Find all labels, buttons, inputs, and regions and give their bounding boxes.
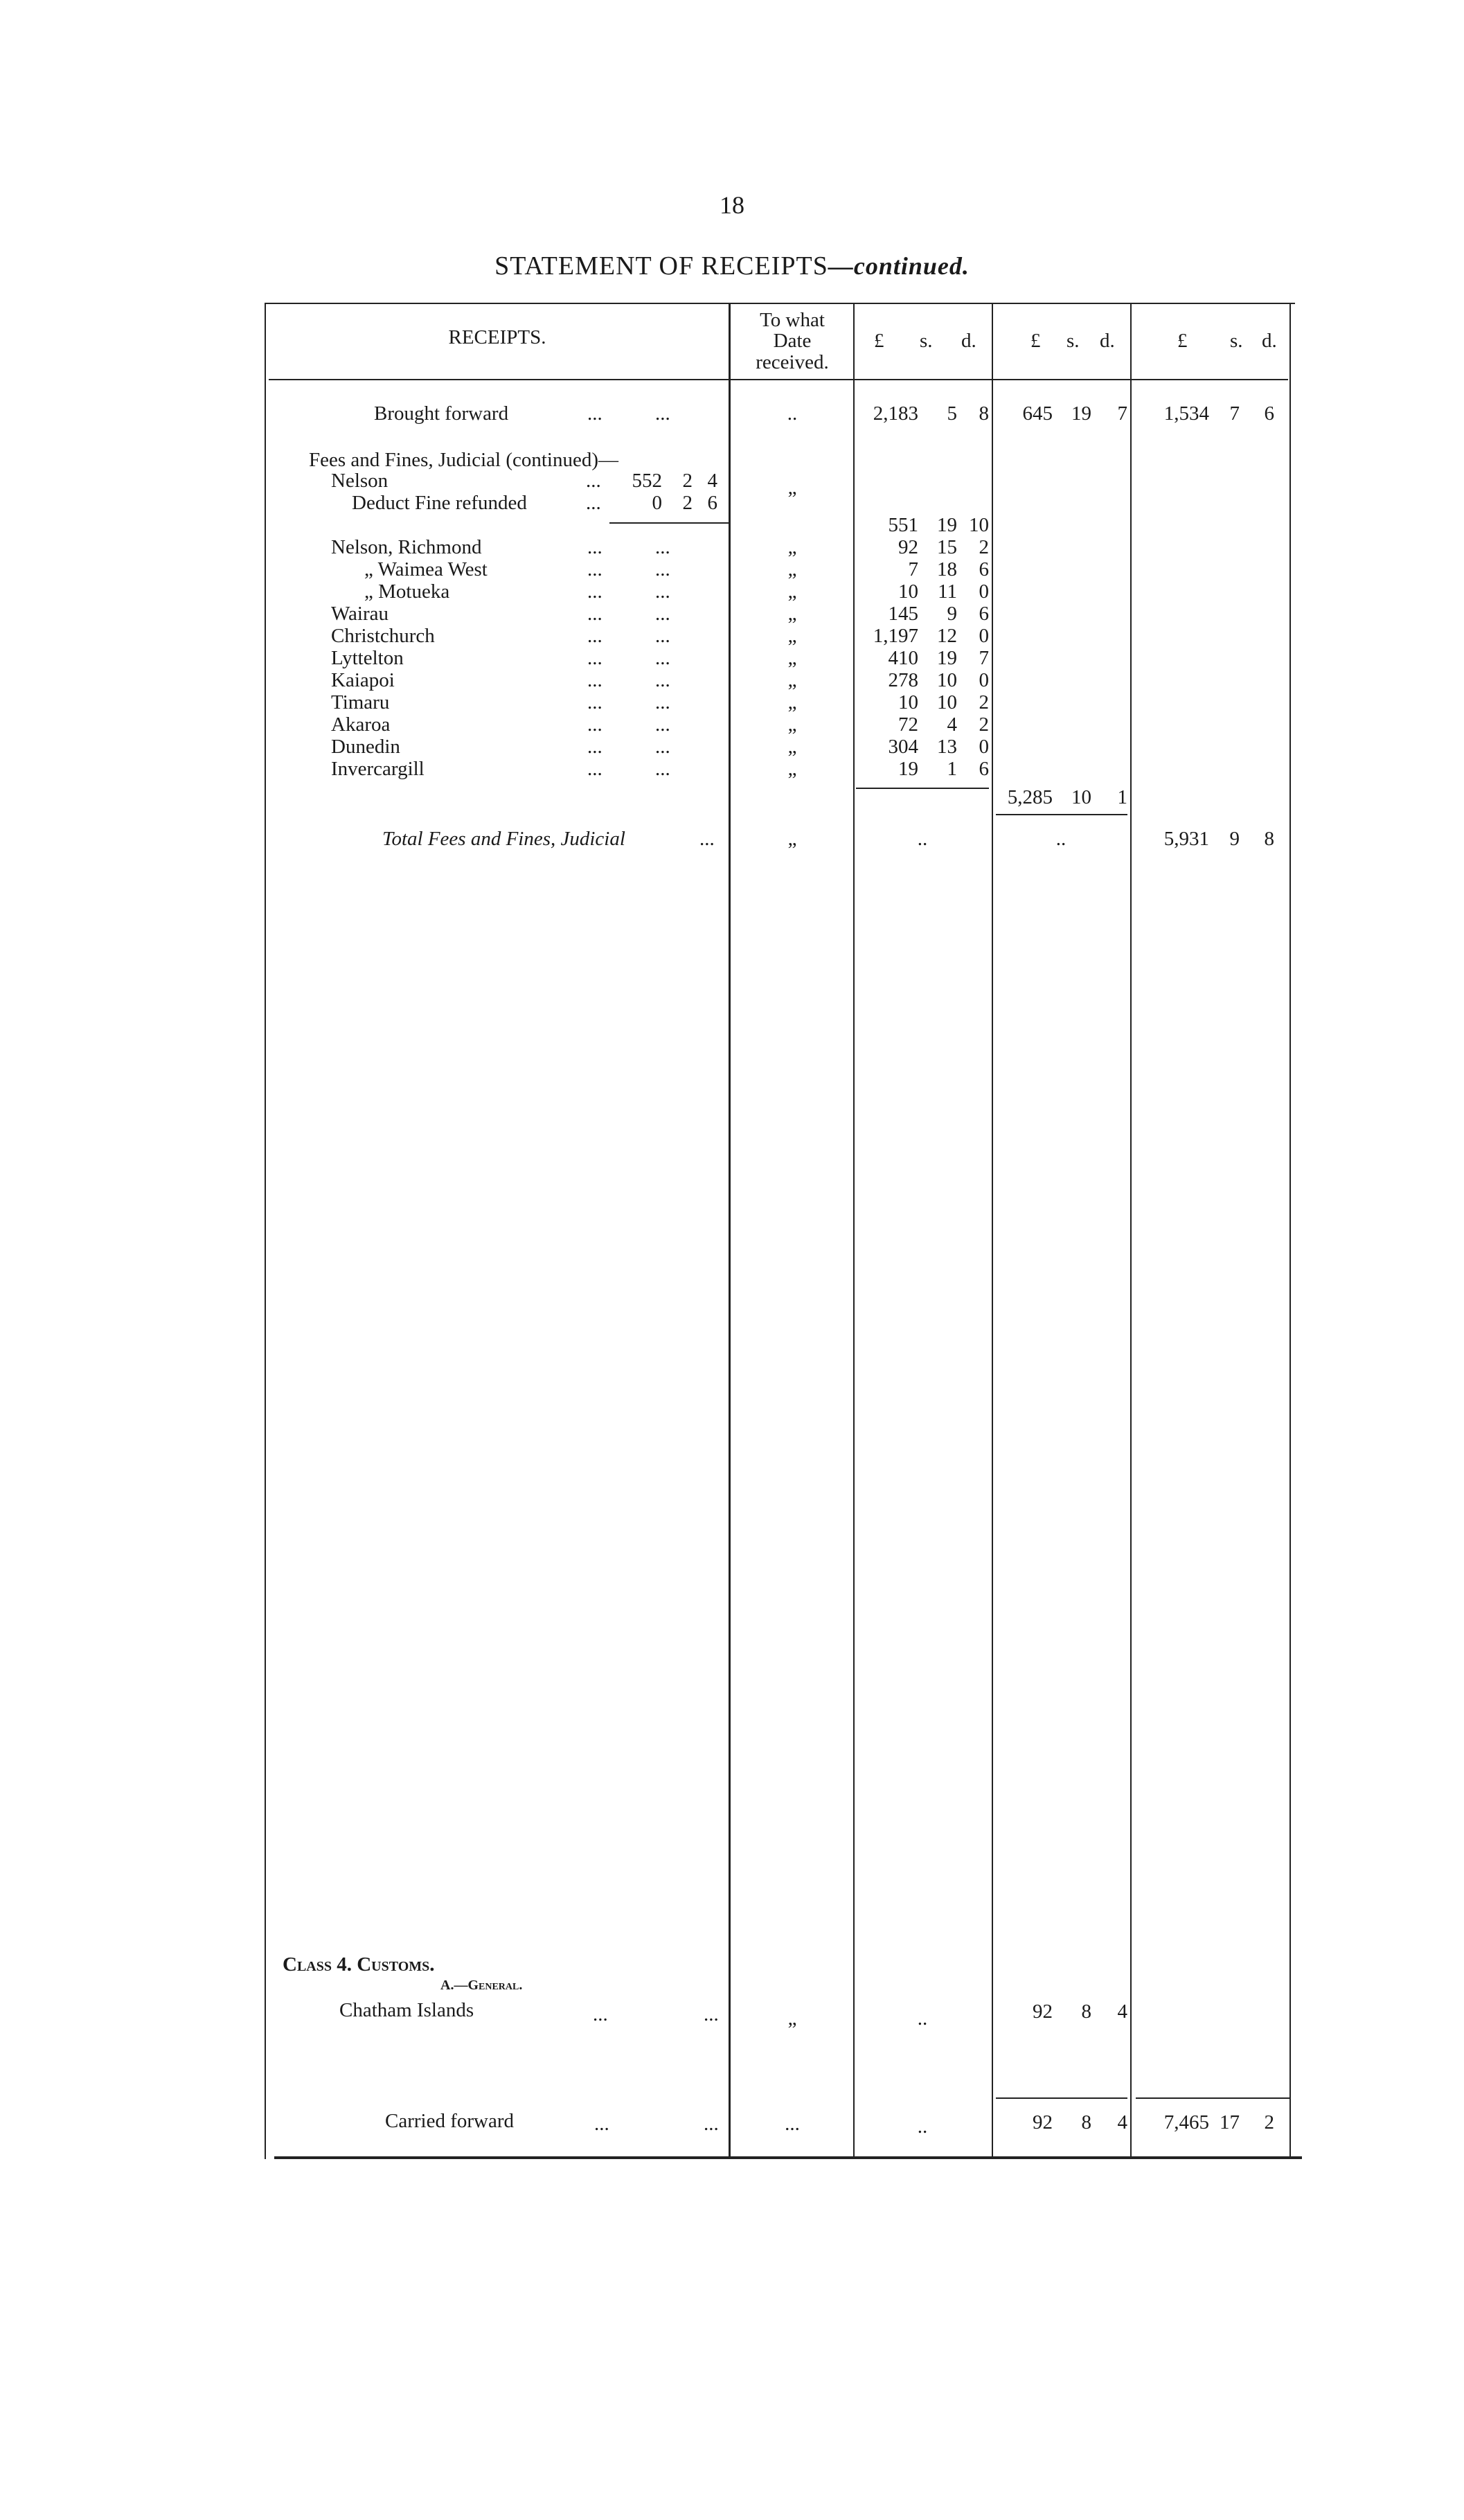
row-label: Dunedin [331,736,400,758]
amount-s: 5 [947,402,957,425]
amount-d: 0 [979,580,989,603]
amount-d: 1 [1117,786,1127,808]
title-suffix: —continued. [828,252,970,280]
dots: ... [586,470,601,492]
amount-d: 6 [979,603,989,625]
amount-l: 10 [898,691,918,713]
amount-l: 92 [898,536,918,558]
dots: ... [655,625,670,647]
amount-s: 13 [937,736,957,758]
dots: ... [587,758,602,780]
amount-d: 8 [1264,828,1274,850]
amount-s: 19 [937,647,957,669]
amount-d: 2 [979,536,989,558]
row-label: Carried forward [385,2110,514,2132]
amount-d: 0 [979,736,989,758]
amount-l: 19 [898,758,918,780]
date-cell: „ [787,669,797,691]
amount-s: 17 [1220,2111,1240,2133]
empty-cell: .. [917,828,928,850]
amount-l: 72 [898,713,918,736]
fees-heading: Fees and Fines, Judicial (continued)— [309,449,618,471]
amount-l: 145 [888,603,918,625]
amount-s: 12 [937,625,957,647]
dots: ... [587,402,602,425]
amount-s: 19 [1071,402,1091,425]
amount-l: 5,285 [1007,786,1053,808]
amount-l: 304 [888,736,918,758]
dots: ... [655,647,670,669]
amount-l: 7 [908,558,918,580]
brought-forward-label: Brought forward [374,402,509,425]
dots: ... [587,536,602,558]
amount-s: 8 [1081,2000,1091,2023]
amount-s: 9 [1229,828,1240,850]
date-cell: „ [787,713,797,736]
header-receipts: RECEIPTS. [448,326,546,348]
amount-d: 6 [707,492,717,514]
amount-l: 0 [652,492,662,514]
row-label: Timaru [331,691,390,713]
amount-l: 92 [1033,2111,1053,2133]
amount-l: 410 [888,647,918,669]
amount-d: 0 [979,625,989,647]
row-label: Nelson [331,470,389,492]
header-col1-l: £ [874,330,884,352]
class4-heading: Class 4. Customs. [283,1953,435,1976]
dots: ... [587,669,602,691]
dots: ... [587,691,602,713]
class4-subheading: A.—General. [440,1978,523,1993]
amount-l: 552 [632,470,662,492]
amount-l: 2,183 [873,402,918,425]
amount-s: 8 [1081,2111,1091,2133]
dots: ... [655,603,670,625]
date-cell: „ [787,736,797,758]
date-cell: „ [787,536,797,558]
empty-cell: .. [1055,828,1066,850]
dots: ... [587,625,602,647]
header-col2-d: d. [1100,330,1115,352]
amount-s: 19 [937,514,957,536]
row-label: Christchurch [331,625,435,647]
row-label: „ Motueka [364,580,450,603]
amount-d: 7 [1117,402,1127,425]
amount-l: 92 [1033,2000,1053,2023]
header-col2-s: s. [1066,330,1080,352]
amount-l: 1,534 [1163,402,1209,425]
date-cell: „ [787,2007,797,2030]
dots: ... [655,669,670,691]
header-date-line3: received. [756,351,829,373]
row-label: Wairau [331,603,389,625]
amount-s: 9 [947,603,957,625]
header-col3-l: £ [1177,330,1188,352]
date-cell: „ [787,558,797,580]
dots: ... [655,580,670,603]
amount-s: 2 [682,492,693,514]
page-title [0,251,1464,281]
dots: ... [655,691,670,713]
date-cell: „ [787,477,797,499]
amount-d: 7 [979,647,989,669]
row-label: Deduct Fine refunded [352,492,527,514]
amount-s: 15 [937,536,957,558]
header-date [731,310,853,373]
date-cell: „ [787,758,797,780]
empty-cell: .. [917,2115,928,2138]
header-col1-s: s. [920,330,933,352]
dots: ... [704,2003,719,2025]
dots: ... [699,828,715,850]
amount-d: 4 [1117,2111,1127,2133]
amount-d: 2 [979,691,989,713]
dots: ... [655,713,670,736]
amount-l: 5,931 [1163,828,1209,850]
amount-s: 1 [947,758,957,780]
dots: ... [655,536,670,558]
amount-d: 4 [1117,2000,1127,2023]
row-label: Lyttelton [331,647,404,669]
amount-l: 10 [898,580,918,603]
amount-d: 2 [1264,2111,1274,2133]
amount-s: 10 [937,669,957,691]
header-col2-l: £ [1030,330,1041,352]
date-cell: „ [787,647,797,669]
header-col3-s: s. [1230,330,1243,352]
amount-d: 4 [707,470,717,492]
row-label: Kaiapoi [331,669,395,691]
dots: ... [587,580,602,603]
amount-l: 551 [888,514,918,536]
amount-d: 2 [979,713,989,736]
amount-d: 6 [979,758,989,780]
header-col1-d: d. [961,330,976,352]
amount-d: 10 [969,514,989,536]
dots: ... [655,558,670,580]
row-label: Akaroa [331,713,391,736]
dots: ... [655,402,670,425]
date-cell: .. [787,402,798,425]
header-date-line1: To what [760,309,825,331]
dots: ... [587,558,602,580]
dots: ... [594,2113,609,2135]
amount-s: 7 [1229,402,1240,425]
amount-d: 8 [979,402,989,425]
dots: ... [587,736,602,758]
amount-l: 7,465 [1163,2111,1209,2133]
row-label: Invercargill [331,758,425,780]
amount-s: 10 [937,691,957,713]
amount-s: 10 [1071,786,1091,808]
dots: ... [704,2113,719,2135]
date-cell: „ [787,580,797,603]
header-col3-d: d. [1262,330,1277,352]
date-cell: ... [785,2113,800,2135]
row-label: „ Waimea West [364,558,488,580]
amount-s: 2 [682,470,693,492]
dots: ... [593,2003,608,2025]
header-date-line2: Date [773,330,812,353]
empty-cell: .. [917,2007,928,2030]
title-main: STATEMENT OF RECEIPTS [494,251,828,281]
amount-l: 278 [888,669,918,691]
amount-d: 0 [979,669,989,691]
amount-l: 645 [1022,402,1053,425]
dots: ... [587,603,602,625]
amount-d: 6 [979,558,989,580]
amount-l: 1,197 [873,625,918,647]
dots: ... [655,758,670,780]
date-cell: „ [787,691,797,713]
date-cell: „ [787,625,797,647]
amount-s: 11 [938,580,957,603]
row-label: Nelson, Richmond [331,536,482,558]
date-cell: „ [787,828,797,850]
dots: ... [587,647,602,669]
amount-d: 6 [1264,402,1274,425]
amount-s: 18 [937,558,957,580]
dots: ... [655,736,670,758]
amount-s: 4 [947,713,957,736]
dots: ... [587,713,602,736]
row-label: Chatham Islands [339,1999,474,2021]
dots: ... [586,492,601,514]
page-number: 18 [720,191,744,219]
row-label: Total Fees and Fines, Judicial [382,828,625,850]
date-cell: „ [787,603,797,625]
